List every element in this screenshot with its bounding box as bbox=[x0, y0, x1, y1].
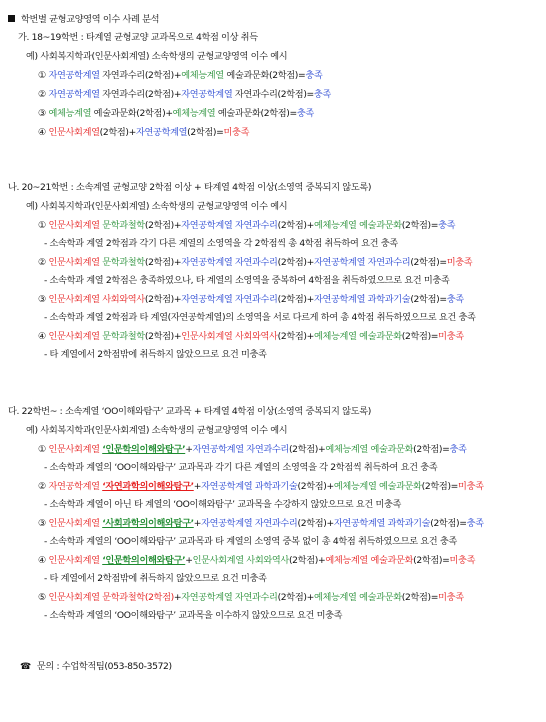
ga-example-3: ③ 예체능계열 예술과문화(2학점)+예체능계열 예술과문화(2학점)=충족 bbox=[38, 108, 314, 119]
section-ga-heading: 가. 18~19학번 : 타계열 균형교양 교과목으로 4학점 이상 취득 bbox=[18, 32, 258, 43]
section-da-example-intro: 예) 사회복지학과(인문사회계열) 소속학생의 균형교양영역 이수 예시 bbox=[26, 425, 288, 436]
section-na-example-intro: 예) 사회복지학과(인문사회계열) 소속학생의 균형교양영역 이수 예시 bbox=[26, 201, 288, 212]
square-bullet-icon bbox=[8, 15, 15, 22]
da-example-3: ③ 인문사회계열 ‘사회과학의이해와탐구’+자연공학계열 자연과수리(2학점)+자연공학계열 과학과기술(2학점)=충족 bbox=[38, 518, 484, 529]
na-example-3-note: - 소속학과 계열 2학점과 타 계열(자연공학계열)의 소영역을 서로 다르게 하여 총 4학점 취득하였으므로 요건 충족 bbox=[44, 312, 476, 323]
da-example-1: ① 인문사회계열 ‘인문학의이해와탐구’+자연공학계열 자연과수리(2학점)+예체능계열 예술과문화(2학점)=충족 bbox=[38, 444, 467, 455]
ga-example-2: ② 자연공학계열 자연과수리(2학점)+자연공학계열 자연과수리(2학점)=충족 bbox=[38, 89, 331, 100]
na-example-2: ② 인문사회계열 문학과철학(2학점)+자연공학계열 자연과수리(2학점)+자연공학계열 자연과수리(2학점)=미충족 bbox=[38, 257, 473, 268]
section-title: 학번별 균형교양영역 이수 사례 분석 bbox=[8, 13, 159, 27]
ga-example-4: ④ 인문사회계열(2학점)+자연공학계열(2학점)=미충족 bbox=[38, 127, 250, 138]
na-example-2-note: - 소속학과 계열 2학점은 충족하였으나, 타 계열의 소영역을 중복하여 4학점을 취득하였으므로 요건 미충족 bbox=[44, 275, 450, 286]
na-example-3: ③ 인문사회계열 사회와역사(2학점)+자연공학계열 자연과수리(2학점)+자연공학계열 과학과기술(2학점)=충족 bbox=[38, 294, 464, 305]
da-example-5-note: - 소속학과 계열의 ‘OO이해와탐구’ 교과목을 이수하지 않았으므로 요건 미충족 bbox=[44, 610, 343, 621]
section-ga-example-intro: 예) 사회복지학과(인문사회계열) 소속학생의 균형교양영역 이수 예시 bbox=[26, 51, 288, 62]
da-example-4-note: - 타 계열에서 2학점밖에 취득하지 않았으므로 요건 미충족 bbox=[44, 573, 267, 584]
na-example-1-note: - 소속학과 계열 2학점과 각기 다른 계열의 소영역을 각 2학점씩 총 4학점 취득하여 요건 충족 bbox=[44, 238, 398, 249]
section-da-heading: 다. 22학번~ : 소속계열 ‘OO이해와탐구’ 교과목 + 타계열 4학점 이상(소영역 중복되지 않도록) bbox=[8, 406, 371, 417]
da-example-5: ⑤ 인문사회계열 문학과철학(2학점)+자연공학계열 자연과수리(2학점)+예체능계열 예술과문화(2학점)=미충족 bbox=[38, 592, 464, 603]
na-example-1: ① 인문사회계열 문학과철학(2학점)+자연공학계열 자연과수리(2학점)+예체능계열 예술과문화(2학점)=충족 bbox=[38, 220, 456, 231]
da-example-3-note: - 소속학과 계열의 ‘OO이해와탐구’ 교과목과 타 계열의 소영역 중복 없이 총 4학점 취득하였으므로 요건 충족 bbox=[44, 536, 457, 547]
da-example-4: ④ 인문사회계열 ‘인문학의이해와탐구’+인문사회계열 사회와역사(2학점)+예체능계열 예술과문화(2학점)=미충족 bbox=[38, 555, 476, 566]
ga-example-1: ① 자연공학계열 자연과수리(2학점)+예체능계열 예술과문화(2학점)=충족 bbox=[38, 70, 323, 81]
section-na-heading: 나. 20~21학번 : 소속계열 균형교양 2학점 이상 + 타계열 4학점 이상(소영역 중복되지 않도록) bbox=[8, 182, 372, 193]
na-example-4-note: - 타 계열에서 2학점밖에 취득하지 않았으므로 요건 미충족 bbox=[44, 349, 267, 360]
contact-line: ☎ 문의 : 수업학적팀(053-850-3572) bbox=[20, 661, 172, 672]
da-example-2: ② 자연공학계열 ‘자연과학의이해와탐구’+자연공학계열 과학과기술(2학점)+예체능계열 예술과문화(2학점)=미충족 bbox=[38, 481, 484, 492]
da-example-2-note: - 소속학과 계열이 아닌 타 계열의 ‘OO이해와탐구’ 교과목을 수강하지 않았으므로 요건 미충족 bbox=[44, 499, 402, 510]
na-example-4: ④ 인문사회계열 문학과철학(2학점)+인문사회계열 사회와역사(2학점)+예체능계열 예술과문화(2학점)=미충족 bbox=[38, 331, 464, 342]
da-example-1-note: - 소속학과 계열의 ‘OO이해와탐구’ 교과목과 각기 다른 계열의 소영역을 각 2학점씩 취득하여 요건 충족 bbox=[44, 462, 438, 473]
phone-icon: ☎ bbox=[20, 662, 31, 672]
